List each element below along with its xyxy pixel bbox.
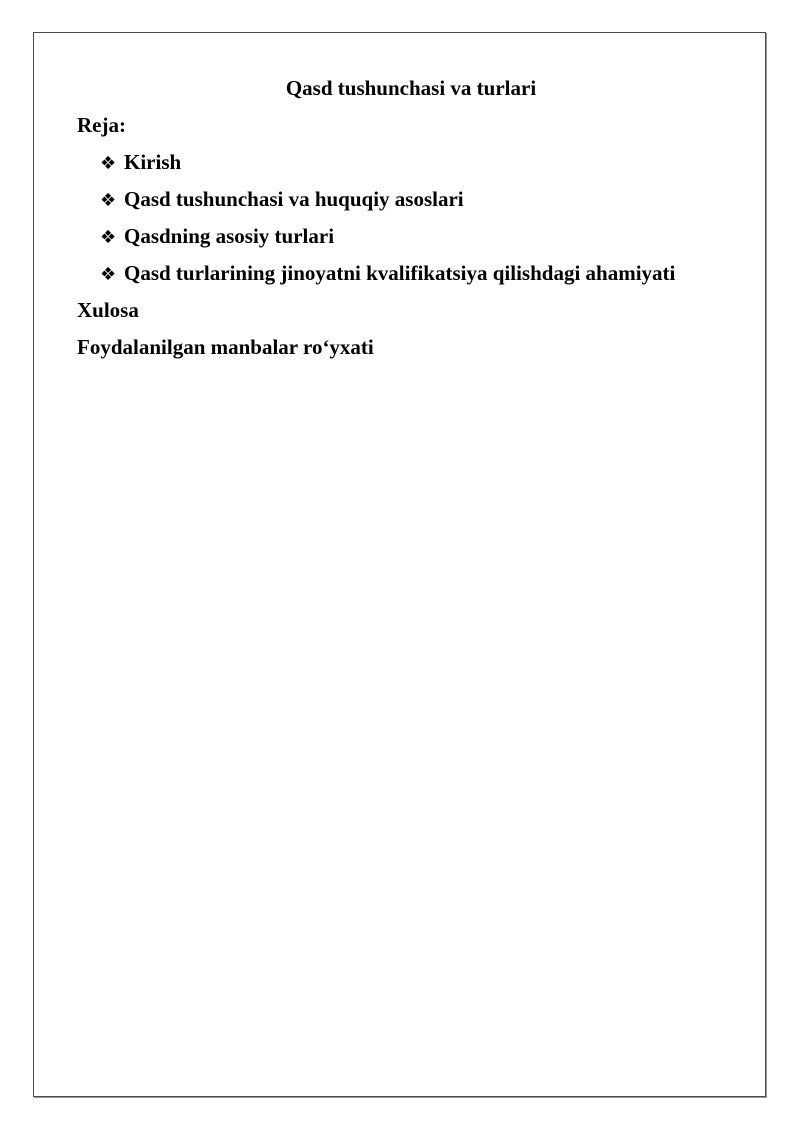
plan-item-label: Qasdning asosiy turlari: [124, 224, 335, 248]
document-title: Qasd tushunchasi va turlari: [285, 76, 537, 100]
plan-heading: Reja:: [77, 113, 126, 137]
references-heading: Foydalanilgan manbalar ro‘yxati: [77, 335, 374, 359]
diamond-bullet-icon: ❖: [100, 264, 117, 285]
document-body: [77, 74, 737, 361]
diamond-bullet-icon: ❖: [100, 190, 117, 211]
plan-list: [77, 148, 737, 287]
plan-item-label: Qasd turlarining jinoyatni kvalifikatsiya qilishdagi ahamiyati: [124, 261, 676, 285]
conclusion-heading: Xulosa: [77, 298, 139, 322]
diamond-bullet-icon: ❖: [100, 227, 117, 248]
plan-item-label: Qasd tushunchasi va huquqiy asoslari: [124, 187, 464, 211]
diamond-bullet-icon: ❖: [100, 153, 117, 174]
plan-item-ahamiyati: [77, 259, 737, 287]
plan-item-qasdning-turlari: [77, 222, 737, 250]
plan-item-kirish: [77, 148, 737, 176]
plan-item-label: Kirish: [124, 150, 182, 174]
plan-item-qasd-tushunchasi: [77, 185, 737, 213]
